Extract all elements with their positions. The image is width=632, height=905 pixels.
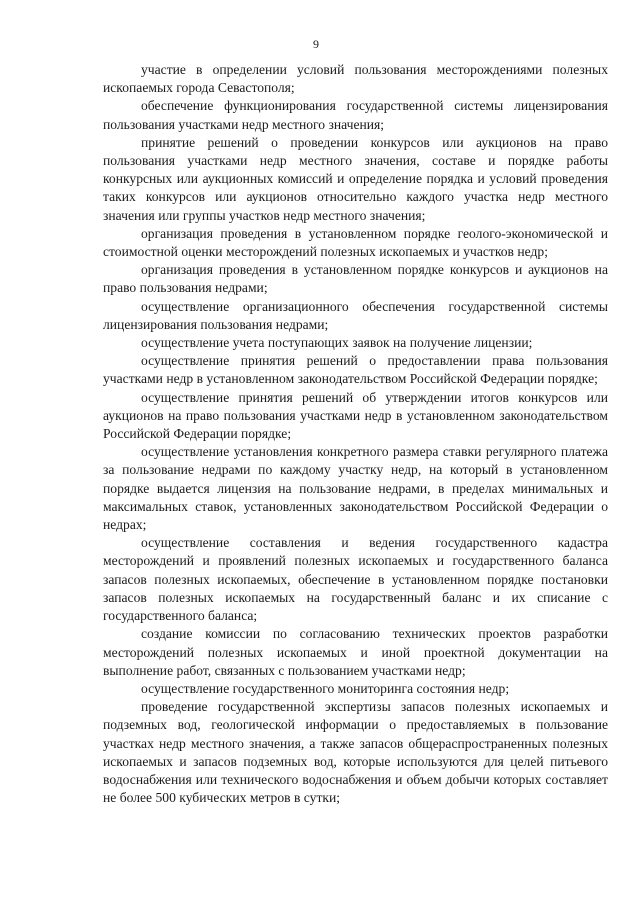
page-number: 9 (313, 37, 319, 51)
paragraph: создание комиссии по согласованию технических проектов разработки месторождений полезных ископаемых и иной проектной документации на выполнение работ, связанных с пользованием участками недр; (103, 626, 608, 678)
paragraph: осуществление принятия решений о предоставлении права пользования участками недр в установленном законодательством Российской Федерации порядке; (103, 353, 608, 387)
paragraph: организация проведения в установленном порядке конкурсов и аукционов на право пользования недрами; (103, 262, 608, 296)
paragraph: осуществление учета поступающих заявок на получение лицензии; (141, 335, 533, 351)
body-text (103, 61, 608, 807)
paragraph: осуществление составления и ведения государственного кадастра месторождений и проявлений полезных ископаемых и государственного баланса запасов полезных ископаемых, обеспечение в установленном порядке постановки запасов полезных ископаемых на государственный баланс и их списание с государственного баланса; (103, 535, 608, 624)
paragraph: осуществление принятия решений об утверждении итогов конкурсов или аукционов на право пользования участками недр в установленном законодательством Российской Федерации порядке; (103, 389, 608, 442)
paragraph: обеспечение функционирования государственной системы лицензирования пользования участками недр местного значения; (103, 98, 608, 132)
paragraph: осуществление организационного обеспечения государственной системы лицензирования пользования недрами; (103, 298, 608, 332)
paragraph: организация проведения в установленном порядке геолого-экономической и стоимостной оценки месторождений полезных ископаемых и участков недр; (103, 225, 608, 260)
paragraph: принятие решений о проведении конкурсов или аукционов на право пользования участками недр местного значения, составе и порядке работы конкурсных или аукционных комиссий и определение порядка и условий проведения таких конкурсов или аукционов относительно каждого участка недр местного значения или группы участков недр местного значения; (103, 134, 608, 223)
paragraph: проведение государственной экспертизы запасов полезных ископаемых и подземных вод, геологической информации о предоставляемых в пользование участках недр местного значения, а также запасов общераспространенных полезных ископаемых и запасов подземных вод, которые используются для целей питьевого водоснабжения или технического водоснабжения и объем добычи которых составляет не более 500 кубических метров в сутки; (103, 699, 608, 806)
paragraph: участие в определении условий пользования месторождениями полезных ископаемых города Севастополя; (103, 62, 608, 96)
paragraph: осуществление установления конкретного размера ставки регулярного платежа за пользование недрами по каждому участку недр, на который в установленном порядке выдается лицензия на пользование недрами, в пределах минимальных и максимальных ставок, установленных законодательством Российской Федерации о недрах; (103, 444, 608, 533)
paragraph: осуществление государственного мониторинга состояния недр; (141, 680, 510, 696)
